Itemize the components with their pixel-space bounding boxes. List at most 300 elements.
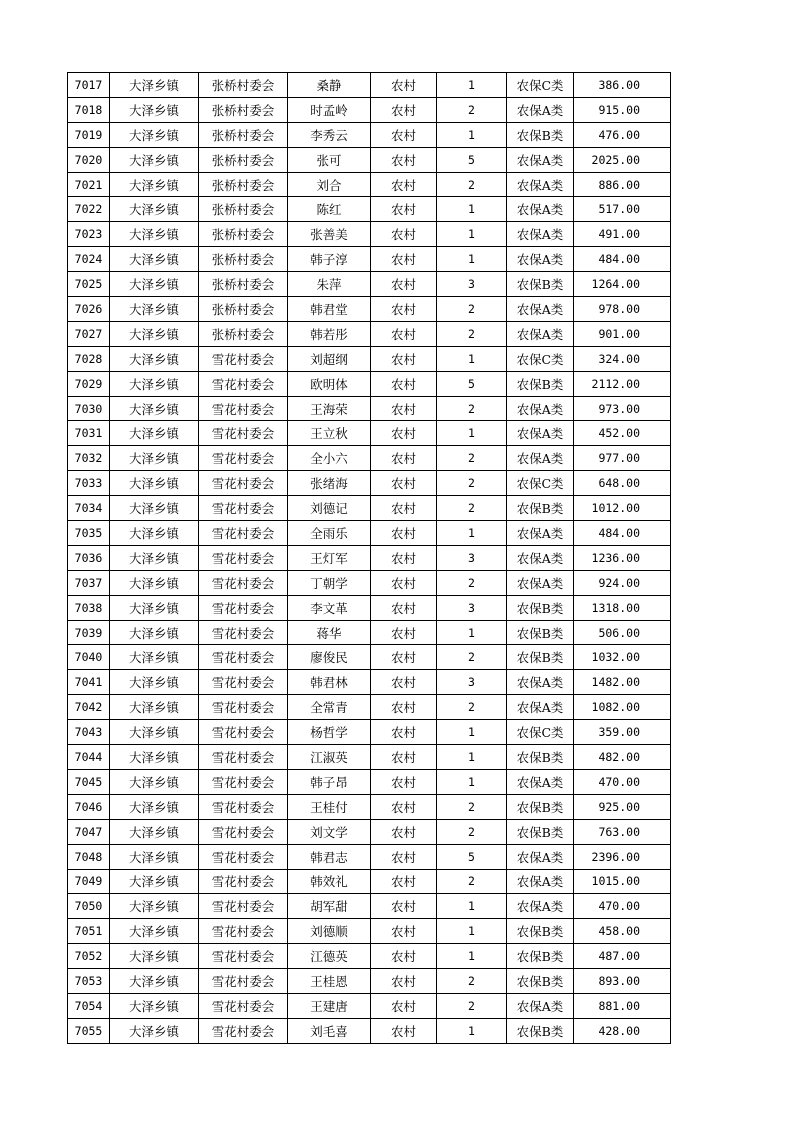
- township-cell: 大泽乡镇: [110, 1018, 199, 1043]
- area-type-cell: 农村: [371, 894, 437, 919]
- table-row: [68, 346, 671, 371]
- serial-number-cell: 7022: [68, 197, 110, 222]
- serial-number-cell: 7053: [68, 969, 110, 994]
- village-committee-cell: 雪花村委会: [199, 421, 288, 446]
- table-row: [68, 172, 671, 197]
- serial-number-cell: 7023: [68, 222, 110, 247]
- category-cell: 农保A类: [507, 147, 574, 172]
- amount-cell: 458.00: [574, 919, 671, 944]
- amount-cell: 428.00: [574, 1018, 671, 1043]
- category-cell: 农保B类: [507, 944, 574, 969]
- table-row: [68, 620, 671, 645]
- name-cell: 韩君林: [288, 670, 371, 695]
- township-cell: 大泽乡镇: [110, 769, 199, 794]
- table-row: [68, 844, 671, 869]
- amount-cell: 2112.00: [574, 371, 671, 396]
- table-row: [68, 122, 671, 147]
- name-cell: 张可: [288, 147, 371, 172]
- serial-number-cell: 7052: [68, 944, 110, 969]
- name-cell: 刘德顺: [288, 919, 371, 944]
- category-cell: 农保B类: [507, 595, 574, 620]
- amount-cell: 1012.00: [574, 496, 671, 521]
- category-cell: 农保C类: [507, 720, 574, 745]
- village-committee-cell: 雪花村委会: [199, 645, 288, 670]
- amount-cell: 1264.00: [574, 272, 671, 297]
- household-size-cell: 1: [437, 745, 507, 770]
- category-cell: 农保A类: [507, 421, 574, 446]
- table-row: [68, 670, 671, 695]
- serial-number-cell: 7047: [68, 819, 110, 844]
- township-cell: 大泽乡镇: [110, 172, 199, 197]
- area-type-cell: 农村: [371, 720, 437, 745]
- area-type-cell: 农村: [371, 297, 437, 322]
- household-size-cell: 1: [437, 521, 507, 546]
- area-type-cell: 农村: [371, 396, 437, 421]
- township-cell: 大泽乡镇: [110, 570, 199, 595]
- amount-cell: 517.00: [574, 197, 671, 222]
- household-size-cell: 1: [437, 222, 507, 247]
- name-cell: 全常青: [288, 695, 371, 720]
- serial-number-cell: 7054: [68, 993, 110, 1018]
- table-row: [68, 869, 671, 894]
- area-type-cell: 农村: [371, 620, 437, 645]
- township-cell: 大泽乡镇: [110, 595, 199, 620]
- area-type-cell: 农村: [371, 670, 437, 695]
- category-cell: 农保B类: [507, 122, 574, 147]
- amount-cell: 470.00: [574, 894, 671, 919]
- serial-number-cell: 7035: [68, 521, 110, 546]
- village-committee-cell: 张桥村委会: [199, 147, 288, 172]
- serial-number-cell: 7050: [68, 894, 110, 919]
- name-cell: 韩子淳: [288, 247, 371, 272]
- category-cell: 农保B类: [507, 969, 574, 994]
- category-cell: 农保C类: [507, 346, 574, 371]
- amount-cell: 648.00: [574, 471, 671, 496]
- name-cell: 廖俊民: [288, 645, 371, 670]
- township-cell: 大泽乡镇: [110, 496, 199, 521]
- serial-number-cell: 7019: [68, 122, 110, 147]
- table-row: [68, 197, 671, 222]
- township-cell: 大泽乡镇: [110, 919, 199, 944]
- table-row: [68, 321, 671, 346]
- amount-cell: 506.00: [574, 620, 671, 645]
- name-cell: 刘文学: [288, 819, 371, 844]
- township-cell: 大泽乡镇: [110, 869, 199, 894]
- township-cell: 大泽乡镇: [110, 894, 199, 919]
- township-cell: 大泽乡镇: [110, 247, 199, 272]
- table-row: [68, 745, 671, 770]
- table-row: [68, 521, 671, 546]
- area-type-cell: 农村: [371, 545, 437, 570]
- township-cell: 大泽乡镇: [110, 396, 199, 421]
- household-size-cell: 2: [437, 297, 507, 322]
- village-committee-cell: 雪花村委会: [199, 745, 288, 770]
- amount-cell: 2396.00: [574, 844, 671, 869]
- name-cell: 王建唐: [288, 993, 371, 1018]
- village-committee-cell: 雪花村委会: [199, 695, 288, 720]
- amount-cell: 1236.00: [574, 545, 671, 570]
- table-row: [68, 944, 671, 969]
- category-cell: 农保A类: [507, 396, 574, 421]
- village-committee-cell: 张桥村委会: [199, 297, 288, 322]
- household-size-cell: 1: [437, 620, 507, 645]
- amount-cell: 1032.00: [574, 645, 671, 670]
- amount-cell: 1318.00: [574, 595, 671, 620]
- village-committee-cell: 雪花村委会: [199, 869, 288, 894]
- name-cell: 王海荣: [288, 396, 371, 421]
- village-committee-cell: 张桥村委会: [199, 272, 288, 297]
- township-cell: 大泽乡镇: [110, 993, 199, 1018]
- category-cell: 农保A类: [507, 545, 574, 570]
- township-cell: 大泽乡镇: [110, 222, 199, 247]
- township-cell: 大泽乡镇: [110, 645, 199, 670]
- village-committee-cell: 张桥村委会: [199, 197, 288, 222]
- name-cell: 李文革: [288, 595, 371, 620]
- village-committee-cell: 雪花村委会: [199, 396, 288, 421]
- household-size-cell: 1: [437, 197, 507, 222]
- village-committee-cell: 雪花村委会: [199, 346, 288, 371]
- household-size-cell: 2: [437, 993, 507, 1018]
- name-cell: 韩君堂: [288, 297, 371, 322]
- category-cell: 农保A类: [507, 993, 574, 1018]
- table-row: [68, 446, 671, 471]
- amount-cell: 977.00: [574, 446, 671, 471]
- area-type-cell: 农村: [371, 695, 437, 720]
- village-committee-cell: 雪花村委会: [199, 844, 288, 869]
- area-type-cell: 农村: [371, 521, 437, 546]
- amount-cell: 470.00: [574, 769, 671, 794]
- area-type-cell: 农村: [371, 844, 437, 869]
- table-row: [68, 720, 671, 745]
- amount-cell: 487.00: [574, 944, 671, 969]
- area-type-cell: 农村: [371, 122, 437, 147]
- category-cell: 农保A类: [507, 670, 574, 695]
- name-cell: 王桂付: [288, 794, 371, 819]
- serial-number-cell: 7033: [68, 471, 110, 496]
- name-cell: 陈红: [288, 197, 371, 222]
- area-type-cell: 农村: [371, 421, 437, 446]
- township-cell: 大泽乡镇: [110, 745, 199, 770]
- category-cell: 农保A类: [507, 695, 574, 720]
- household-size-cell: 2: [437, 695, 507, 720]
- household-size-cell: 3: [437, 272, 507, 297]
- category-cell: 农保B类: [507, 645, 574, 670]
- area-type-cell: 农村: [371, 147, 437, 172]
- village-committee-cell: 雪花村委会: [199, 769, 288, 794]
- township-cell: 大泽乡镇: [110, 545, 199, 570]
- table-row: [68, 471, 671, 496]
- village-committee-cell: 张桥村委会: [199, 97, 288, 122]
- category-cell: 农保B类: [507, 745, 574, 770]
- name-cell: 刘毛喜: [288, 1018, 371, 1043]
- table-row: [68, 396, 671, 421]
- category-cell: 农保A类: [507, 297, 574, 322]
- name-cell: 江淑英: [288, 745, 371, 770]
- serial-number-cell: 7046: [68, 794, 110, 819]
- township-cell: 大泽乡镇: [110, 969, 199, 994]
- amount-cell: 476.00: [574, 122, 671, 147]
- village-committee-cell: 雪花村委会: [199, 794, 288, 819]
- table-row: [68, 147, 671, 172]
- township-cell: 大泽乡镇: [110, 720, 199, 745]
- serial-number-cell: 7043: [68, 720, 110, 745]
- household-size-cell: 1: [437, 769, 507, 794]
- name-cell: 刘超纲: [288, 346, 371, 371]
- village-committee-cell: 雪花村委会: [199, 595, 288, 620]
- village-committee-cell: 张桥村委会: [199, 247, 288, 272]
- amount-cell: 893.00: [574, 969, 671, 994]
- category-cell: 农保B类: [507, 272, 574, 297]
- category-cell: 农保A类: [507, 97, 574, 122]
- village-committee-cell: 张桥村委会: [199, 321, 288, 346]
- area-type-cell: 农村: [371, 869, 437, 894]
- area-type-cell: 农村: [371, 471, 437, 496]
- table-row: [68, 894, 671, 919]
- area-type-cell: 农村: [371, 969, 437, 994]
- category-cell: 农保C类: [507, 73, 574, 98]
- village-committee-cell: 雪花村委会: [199, 670, 288, 695]
- household-size-cell: 2: [437, 869, 507, 894]
- amount-cell: 1015.00: [574, 869, 671, 894]
- serial-number-cell: 7038: [68, 595, 110, 620]
- household-size-cell: 1: [437, 919, 507, 944]
- serial-number-cell: 7025: [68, 272, 110, 297]
- township-cell: 大泽乡镇: [110, 297, 199, 322]
- category-cell: 农保B类: [507, 620, 574, 645]
- table-row: [68, 695, 671, 720]
- village-committee-cell: 雪花村委会: [199, 446, 288, 471]
- household-size-cell: 2: [437, 321, 507, 346]
- name-cell: 朱萍: [288, 272, 371, 297]
- category-cell: 农保A类: [507, 894, 574, 919]
- township-cell: 大泽乡镇: [110, 147, 199, 172]
- serial-number-cell: 7021: [68, 172, 110, 197]
- name-cell: 蒋华: [288, 620, 371, 645]
- roster-table-body: [68, 73, 671, 1044]
- table-row: [68, 969, 671, 994]
- serial-number-cell: 7036: [68, 545, 110, 570]
- serial-number-cell: 7039: [68, 620, 110, 645]
- serial-number-cell: 7034: [68, 496, 110, 521]
- village-committee-cell: 张桥村委会: [199, 73, 288, 98]
- serial-number-cell: 7037: [68, 570, 110, 595]
- area-type-cell: 农村: [371, 197, 437, 222]
- table-row: [68, 570, 671, 595]
- table-row: [68, 272, 671, 297]
- serial-number-cell: 7029: [68, 371, 110, 396]
- category-cell: 农保A类: [507, 247, 574, 272]
- area-type-cell: 农村: [371, 769, 437, 794]
- township-cell: 大泽乡镇: [110, 471, 199, 496]
- serial-number-cell: 7031: [68, 421, 110, 446]
- amount-cell: 386.00: [574, 73, 671, 98]
- household-size-cell: 3: [437, 670, 507, 695]
- name-cell: 韩效礼: [288, 869, 371, 894]
- village-committee-cell: 雪花村委会: [199, 371, 288, 396]
- name-cell: 胡军甜: [288, 894, 371, 919]
- village-committee-cell: 雪花村委会: [199, 620, 288, 645]
- area-type-cell: 农村: [371, 745, 437, 770]
- category-cell: 农保C类: [507, 471, 574, 496]
- area-type-cell: 农村: [371, 1018, 437, 1043]
- township-cell: 大泽乡镇: [110, 97, 199, 122]
- village-committee-cell: 张桥村委会: [199, 172, 288, 197]
- name-cell: 王桂恩: [288, 969, 371, 994]
- area-type-cell: 农村: [371, 819, 437, 844]
- table-row: [68, 97, 671, 122]
- name-cell: 韩子昂: [288, 769, 371, 794]
- area-type-cell: 农村: [371, 645, 437, 670]
- township-cell: 大泽乡镇: [110, 620, 199, 645]
- amount-cell: 1482.00: [574, 670, 671, 695]
- category-cell: 农保A类: [507, 222, 574, 247]
- area-type-cell: 农村: [371, 321, 437, 346]
- category-cell: 农保B类: [507, 819, 574, 844]
- area-type-cell: 农村: [371, 73, 437, 98]
- name-cell: 李秀云: [288, 122, 371, 147]
- serial-number-cell: 7020: [68, 147, 110, 172]
- amount-cell: 491.00: [574, 222, 671, 247]
- category-cell: 农保A类: [507, 321, 574, 346]
- village-committee-cell: 雪花村委会: [199, 521, 288, 546]
- household-size-cell: 1: [437, 346, 507, 371]
- amount-cell: 925.00: [574, 794, 671, 819]
- village-committee-cell: 雪花村委会: [199, 919, 288, 944]
- amount-cell: 973.00: [574, 396, 671, 421]
- household-size-cell: 2: [437, 396, 507, 421]
- area-type-cell: 农村: [371, 346, 437, 371]
- household-size-cell: 1: [437, 1018, 507, 1043]
- amount-cell: 763.00: [574, 819, 671, 844]
- township-cell: 大泽乡镇: [110, 421, 199, 446]
- township-cell: 大泽乡镇: [110, 321, 199, 346]
- roster-table: [67, 72, 671, 1044]
- amount-cell: 2025.00: [574, 147, 671, 172]
- area-type-cell: 农村: [371, 446, 437, 471]
- category-cell: 农保A类: [507, 521, 574, 546]
- serial-number-cell: 7028: [68, 346, 110, 371]
- township-cell: 大泽乡镇: [110, 122, 199, 147]
- township-cell: 大泽乡镇: [110, 670, 199, 695]
- village-committee-cell: 雪花村委会: [199, 819, 288, 844]
- serial-number-cell: 7041: [68, 670, 110, 695]
- amount-cell: 484.00: [574, 521, 671, 546]
- category-cell: 农保B类: [507, 1018, 574, 1043]
- household-size-cell: 1: [437, 73, 507, 98]
- category-cell: 农保B类: [507, 496, 574, 521]
- table-row: [68, 993, 671, 1018]
- name-cell: 刘德记: [288, 496, 371, 521]
- village-committee-cell: 张桥村委会: [199, 122, 288, 147]
- table-row: [68, 247, 671, 272]
- village-committee-cell: 雪花村委会: [199, 570, 288, 595]
- household-size-cell: 2: [437, 446, 507, 471]
- name-cell: 全雨乐: [288, 521, 371, 546]
- household-size-cell: 1: [437, 720, 507, 745]
- serial-number-cell: 7024: [68, 247, 110, 272]
- amount-cell: 482.00: [574, 745, 671, 770]
- table-row: [68, 794, 671, 819]
- household-size-cell: 2: [437, 819, 507, 844]
- area-type-cell: 农村: [371, 371, 437, 396]
- table-row: [68, 297, 671, 322]
- table-row: [68, 222, 671, 247]
- serial-number-cell: 7044: [68, 745, 110, 770]
- serial-number-cell: 7027: [68, 321, 110, 346]
- name-cell: 王立秋: [288, 421, 371, 446]
- household-size-cell: 2: [437, 97, 507, 122]
- name-cell: 韩若彤: [288, 321, 371, 346]
- name-cell: 张绪海: [288, 471, 371, 496]
- serial-number-cell: 7055: [68, 1018, 110, 1043]
- household-size-cell: 2: [437, 496, 507, 521]
- amount-cell: 359.00: [574, 720, 671, 745]
- name-cell: 江德英: [288, 944, 371, 969]
- name-cell: 丁朝学: [288, 570, 371, 595]
- township-cell: 大泽乡镇: [110, 371, 199, 396]
- township-cell: 大泽乡镇: [110, 819, 199, 844]
- township-cell: 大泽乡镇: [110, 695, 199, 720]
- name-cell: 全小六: [288, 446, 371, 471]
- amount-cell: 901.00: [574, 321, 671, 346]
- area-type-cell: 农村: [371, 222, 437, 247]
- category-cell: 农保A类: [507, 172, 574, 197]
- category-cell: 农保A类: [507, 570, 574, 595]
- area-type-cell: 农村: [371, 570, 437, 595]
- name-cell: 时孟岭: [288, 97, 371, 122]
- table-row: [68, 545, 671, 570]
- serial-number-cell: 7045: [68, 769, 110, 794]
- household-size-cell: 1: [437, 122, 507, 147]
- household-size-cell: 2: [437, 570, 507, 595]
- serial-number-cell: 7032: [68, 446, 110, 471]
- serial-number-cell: 7030: [68, 396, 110, 421]
- serial-number-cell: 7040: [68, 645, 110, 670]
- table-row: [68, 769, 671, 794]
- household-size-cell: 1: [437, 247, 507, 272]
- name-cell: 韩君志: [288, 844, 371, 869]
- area-type-cell: 农村: [371, 97, 437, 122]
- household-size-cell: 2: [437, 172, 507, 197]
- table-row: [68, 919, 671, 944]
- category-cell: 农保A类: [507, 869, 574, 894]
- amount-cell: 881.00: [574, 993, 671, 1018]
- table-row: [68, 73, 671, 98]
- serial-number-cell: 7026: [68, 297, 110, 322]
- amount-cell: 324.00: [574, 346, 671, 371]
- amount-cell: 484.00: [574, 247, 671, 272]
- village-committee-cell: 雪花村委会: [199, 471, 288, 496]
- table-row: [68, 1018, 671, 1043]
- area-type-cell: 农村: [371, 993, 437, 1018]
- village-committee-cell: 雪花村委会: [199, 1018, 288, 1043]
- name-cell: 桑静: [288, 73, 371, 98]
- amount-cell: 978.00: [574, 297, 671, 322]
- area-type-cell: 农村: [371, 944, 437, 969]
- household-size-cell: 5: [437, 371, 507, 396]
- township-cell: 大泽乡镇: [110, 446, 199, 471]
- category-cell: 农保A类: [507, 197, 574, 222]
- village-committee-cell: 张桥村委会: [199, 222, 288, 247]
- amount-cell: 924.00: [574, 570, 671, 595]
- name-cell: 刘合: [288, 172, 371, 197]
- name-cell: 杨哲学: [288, 720, 371, 745]
- village-committee-cell: 雪花村委会: [199, 993, 288, 1018]
- amount-cell: 1082.00: [574, 695, 671, 720]
- village-committee-cell: 雪花村委会: [199, 720, 288, 745]
- amount-cell: 886.00: [574, 172, 671, 197]
- category-cell: 农保A类: [507, 844, 574, 869]
